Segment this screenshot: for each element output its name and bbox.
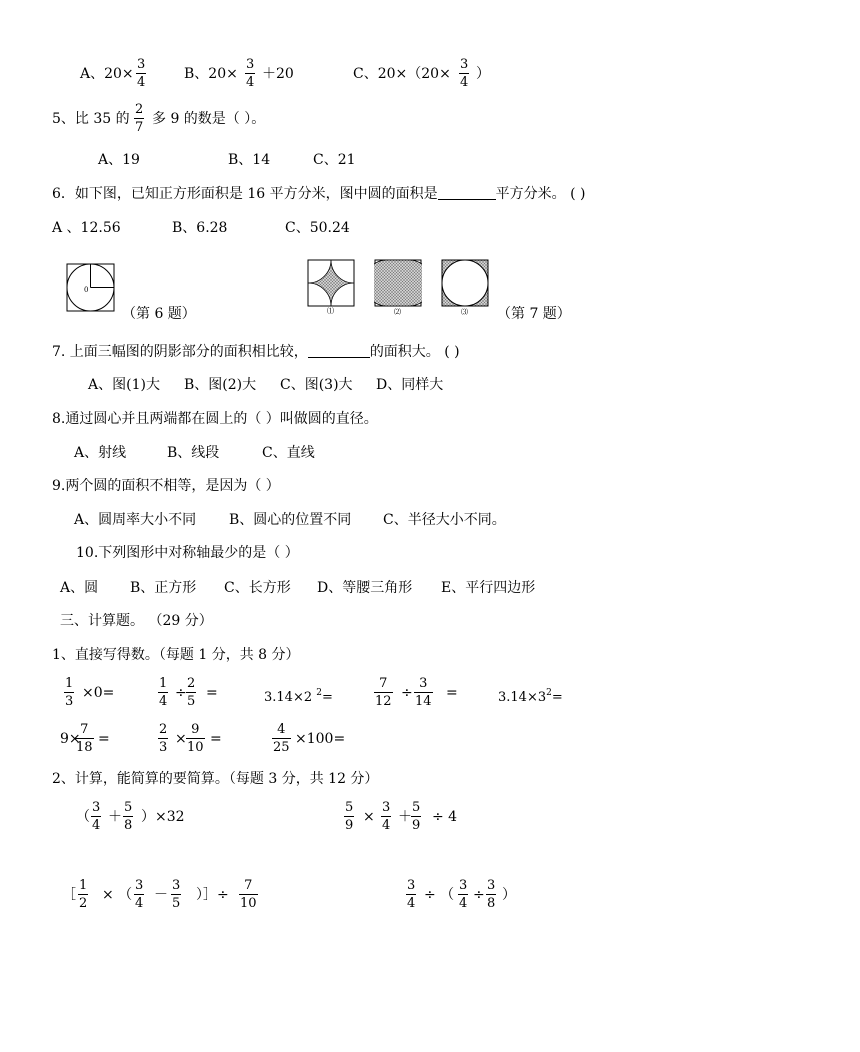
fraction: 3 4 [246,57,255,90]
option: C、直线 [262,445,315,461]
option: A、图(1)大 [88,377,160,393]
answer-blank [438,187,496,200]
figure-caption: （第 7 题） [497,306,571,322]
expression: $3.14\times 3^2=$ [498,688,563,705]
fraction: 3 4 [382,800,391,833]
figure-q7-1 [307,259,355,307]
question-stem: 6．如下图，已知正方形面积是 16 平方分米，图中圆的面积是 平方分米。 ( ) [52,186,586,202]
option: B、14 [228,152,271,168]
question-stem: 10.下列图形中对称轴最少的是（ ） [76,545,299,561]
option: A、圆周率大小不同 [74,512,197,528]
fraction: 3 4 [137,57,146,90]
section-title: 三、计算题。 （29 分） [60,613,213,629]
option: A、射线 [74,445,127,461]
option: E、平行四边形 [441,580,536,596]
figure-q7-2 [374,259,422,307]
option: A 、12.56 [52,220,121,236]
fraction: 7 18 [76,722,93,755]
option: C、半径大小不同。 [383,512,506,528]
fraction: 3 5 [172,878,181,911]
option: B、6.28 [172,220,228,236]
question-stem: 5、比 35 的 [52,111,130,127]
q4-option-c: C、20×（20× [353,66,451,82]
fraction: 3 4 [407,878,416,911]
figure-q7-3 [441,259,489,307]
fraction: 3 8 [487,878,496,911]
fraction: 1 3 [65,676,74,709]
option: C、长方形 [224,580,291,596]
part-1-title: 1、直接写得数。（每题 1 分，共 8 分） [52,647,300,663]
fraction: 5 9 [345,800,354,833]
center-label: 0 [84,286,89,294]
fraction: 3 4 [460,57,469,90]
fraction: 2 3 [159,722,168,755]
option: B、图(2)大 [184,377,257,393]
option: A、19 [98,152,140,168]
part-2-title: 2、计算，能简算的要简算。（每题 3 分，共 12 分） [52,771,379,787]
question-stem: 8.通过圆心并且两端都在圆上的（ ）叫做圆的直径。 [52,411,378,427]
fraction: 1 4 [159,676,168,709]
option: C、21 [313,152,356,168]
answer-blank [308,345,370,358]
option: D、等腰三角形 [317,580,413,596]
question-stem: 9.两个圆的面积不相等，是因为（ ） [52,478,280,494]
q4-option-a: A、20× [80,66,134,82]
figure-q6 [66,263,116,313]
expression: 3.14×2 $^2$= [264,688,333,705]
fraction: 9 10 [187,722,204,755]
figure-caption: （第 6 题） [122,306,196,322]
fraction: 3 14 [415,676,432,709]
option: B、圆心的位置不同 [229,512,352,528]
fraction: 3 4 [459,878,468,911]
fraction: 5 9 [412,800,421,833]
fraction: 4 25 [273,722,290,755]
option: C、图(3)大 [280,377,353,393]
fraction: 3 4 [135,878,144,911]
q4-option-b: B、20× [184,66,238,82]
option: D、同样大 [376,377,444,393]
option: B、正方形 [130,580,197,596]
figure-label: ⑴ [327,307,334,315]
fraction: 2 5 [187,676,196,709]
fraction: 7 10 [240,878,257,911]
figure-label: ⑶ [461,308,468,316]
fraction: 1 2 [79,878,88,911]
fraction: 7 12 [375,676,392,709]
option: C、50.24 [285,220,350,236]
fraction: 5 8 [124,800,133,833]
fraction: 3 4 [92,800,101,833]
fraction: 2 7 [135,102,144,135]
option: B、线段 [167,445,220,461]
figure-label: ⑵ [394,308,401,316]
option: A、圆 [60,580,99,596]
question-stem: 7. 上面三幅图的阴影部分的面积相比较， 的面积大。 ( ) [52,344,460,360]
